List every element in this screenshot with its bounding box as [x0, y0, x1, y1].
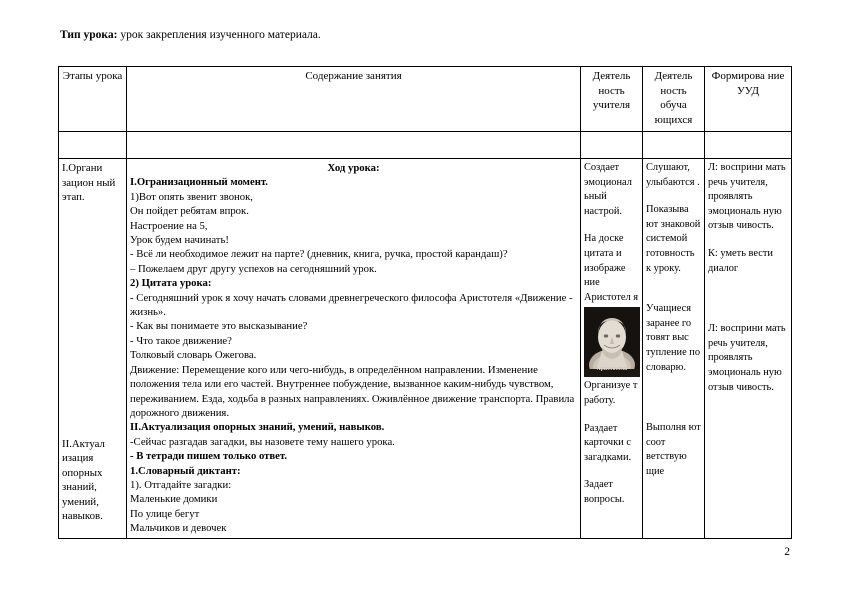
teacher-activity-line: Создает эмоционал ьный настрой.	[584, 162, 632, 217]
content-line: I.Огранизационный момент.	[130, 176, 268, 189]
student-activity-line: Слушают, улыбаются .	[646, 162, 700, 188]
content-line: Мальчиков и девочек	[130, 522, 227, 535]
aristotle-bust-caption: Аристотель	[596, 365, 628, 372]
teacher-activity-body	[584, 161, 639, 508]
header-stage: Этапы урока	[59, 67, 127, 132]
content-line: 1). Отгадайте загадки:	[130, 478, 232, 491]
content-cell	[127, 159, 581, 539]
content-line: – Пожелаем друг другу успехов на сегодняшний урок.	[130, 262, 377, 275]
content-line: - Сегодняшний урок я хочу начать словами древнегреческого философа Аристотеля «Движение - жизнь».	[130, 291, 573, 319]
content-line: Он пойдет ребятам впрок.	[130, 205, 249, 218]
content-line: - Что такое движение?	[130, 334, 232, 347]
stage-cell	[59, 159, 127, 539]
content-line: 1)Вот опять звенит звонок,	[130, 190, 253, 203]
spacer-cell-teacher	[581, 132, 643, 159]
uud-cell	[705, 159, 792, 539]
spacer-cell-stage	[59, 132, 127, 159]
content-line: - Всё ли необходимое лежит на парте? (дневник, книга, ручка, простой карандаш)?	[130, 248, 508, 261]
content-line: Движение: Перемещение кого или чего-нибудь, в определённом направлении. Изменение положения тела или его частей. Внутреннее побуждение, вызванное каким-нибудь чувством, переживанием. Езда, ходьба в разных направлениях. Оживлённое движение транспорта. Правила дорожного движения.	[130, 363, 575, 419]
header-uud: Формирова ние УУД	[705, 67, 792, 132]
page-number: 2	[784, 546, 790, 558]
spacer-cell-uud	[705, 132, 792, 159]
content-line: Ход урока:	[327, 162, 380, 174]
uud-line: К: уметь вести диалог	[708, 247, 773, 274]
content-line: Толковый словарь Ожегова.	[130, 349, 257, 362]
spacer-cell-student	[643, 132, 705, 159]
content-line: Настроение на 5,	[130, 219, 208, 232]
lesson-type-label: Тип урока:	[60, 29, 118, 41]
content-line: II.Актуализация опорных знаний, умений, навыков.	[130, 421, 385, 434]
content-line: Маленькие домики	[130, 493, 218, 506]
teacher-activity-cell	[581, 159, 643, 539]
student-activity-line: Учащиеся заранее го товят выс тупление по словарю.	[646, 303, 701, 373]
spacer-cell-content	[127, 132, 581, 159]
content-line: - Как вы понимаете это высказывание?	[130, 320, 308, 333]
stage-label-2: II.Актуал изация опорных знаний, умений, навыков.	[62, 437, 105, 522]
teacher-activity-line: На доске цитата и изображе ние Аристотел я	[584, 233, 639, 303]
content-line: Урок будем начинать!	[130, 234, 229, 247]
table-row	[59, 159, 792, 539]
lesson-type-value: урок закрепления изученного материала.	[120, 29, 321, 41]
content-line: По улице бегут	[130, 507, 200, 520]
student-activity-line: Выполня ют соот ветствую щие	[646, 422, 701, 477]
aristotle-bust-image	[584, 307, 640, 377]
content-line: 1.Словарный диктант:	[130, 464, 241, 477]
header-teacher-activity: Деятель ность учителя	[581, 67, 643, 132]
uud-line: Л: восприни мать речь учителя, проявлять эмоциональ ную отзыв чивость.	[708, 323, 786, 393]
lesson-type-line	[60, 28, 321, 42]
content-line: 2) Цитата урока:	[130, 277, 212, 290]
teacher-activity-line: Организуе т работу.	[584, 380, 638, 406]
teacher-activity-line: Раздает карточки с загадками.	[584, 422, 632, 463]
content-line: - В тетради пишем только ответ.	[130, 450, 288, 463]
table-header-row	[59, 67, 792, 132]
student-activity-body	[646, 161, 701, 480]
lesson-plan-table	[58, 66, 792, 539]
content-line: -Сейчас разгадав загадки, вы назовете тему нашего урока.	[130, 435, 395, 448]
student-activity-line: Показыва ют знаковой системой готовность к уроку.	[646, 204, 701, 274]
table-spacer-row	[59, 132, 792, 159]
uud-body	[708, 161, 788, 395]
teacher-activity-line: Задает вопросы.	[584, 479, 625, 505]
header-student-activity: Деятель ность обуча ющихся	[643, 67, 705, 132]
content-body	[130, 161, 577, 536]
stage-label-1: I.Органи зацион ный этап.	[62, 162, 116, 203]
header-content: Содержание занятия	[127, 67, 581, 132]
uud-line: Л: восприни мать речь учителя, проявлять эмоциональ ную отзыв чивость.	[708, 162, 786, 232]
student-activity-cell	[643, 159, 705, 539]
